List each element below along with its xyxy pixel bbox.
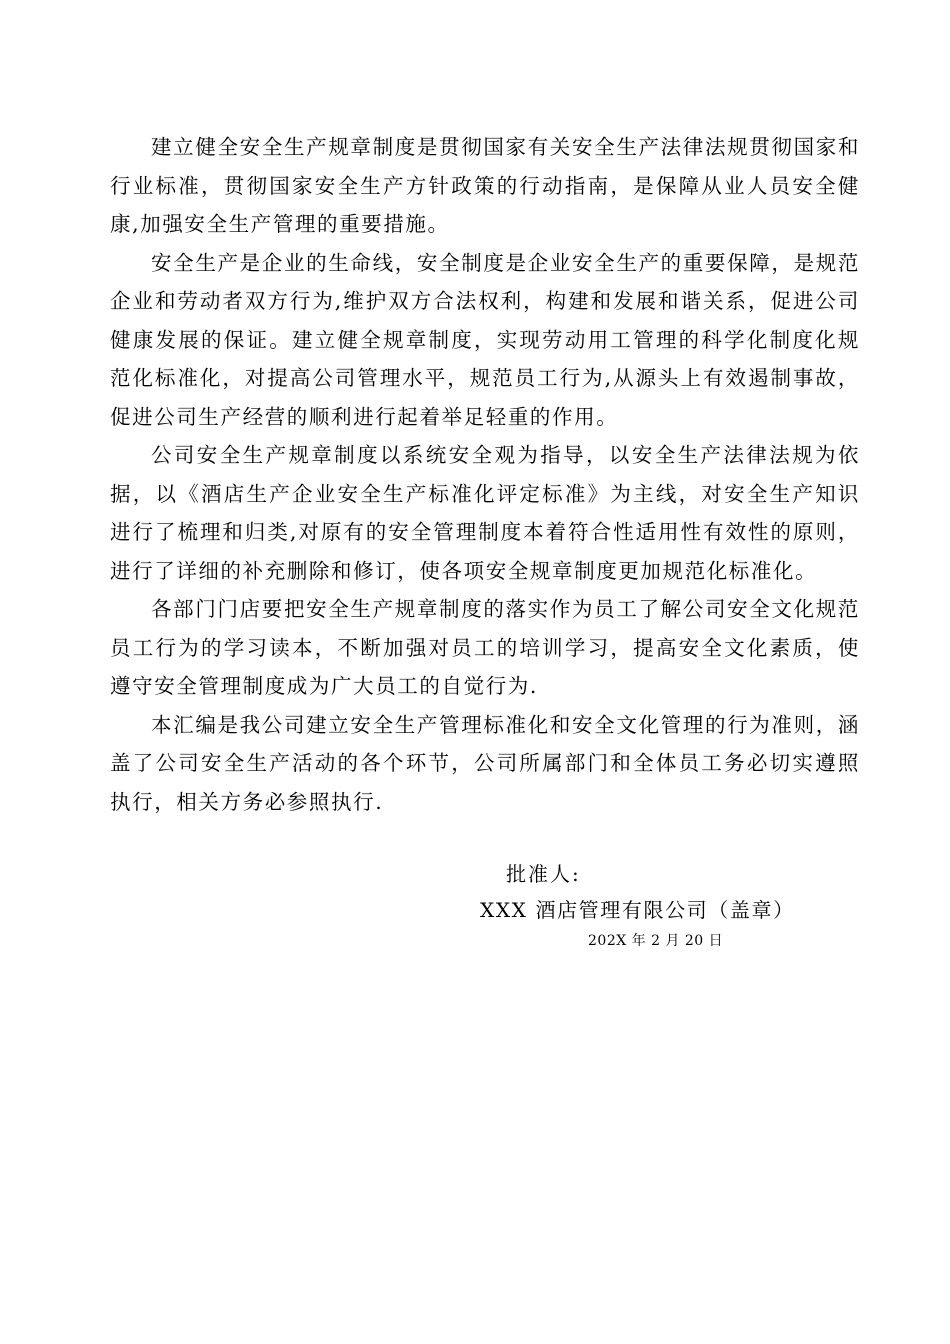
approver-label: 批准人:: [506, 862, 581, 886]
document-body: [110, 128, 860, 821]
paragraph-1: 建立健全安全生产规章制度是贯彻国家有关安全生产法律法规贯彻国家和行业标准，贯彻国家安全生产方针政策的行动指南，是保障从业人员安全健康,加强安全生产管理的重要措施。: [110, 135, 860, 236]
paragraph-2: 安全生产是企业的生命线，安全制度是企业安全生产的重要保障，是规范企业和劳动者双方行为,维护双方合法权利，构建和发展和谐关系，促进公司健康发展的保证。建立健全规章制度，实现劳动用工管理的科学化制度化规范化标准化，对提高公司管理水平，规范员工行为,从源头上有效遏制事故，促进公司生产经营的顺利进行起着举足轻重的作用。: [110, 250, 860, 429]
sign-date: 202X 年 2 月 20 日: [588, 933, 724, 949]
paragraph-3: 公司安全生产规章制度以系统安全观为指导，以安全生产法律法规为依据，以《酒店生产企业安全生产标准化评定标准》为主线，对安全生产知识进行了梳理和归类,对原有的安全管理制度本着符合性适用性有效性的原则，进行了详细的补充删除和修订，使各项安全规章制度更加规范化标准化。: [110, 443, 860, 583]
paragraph-5: 本汇编是我公司建立安全生产管理标准化和安全文化管理的行为准则，涵盖了公司安全生产活动的各个环节，公司所属部门和全体员工务必切实遵照执行，相关方务必参照执行.: [110, 712, 860, 814]
paragraph-4: 各部门门店要把安全生产规章制度的落实作为员工了解公司安全文化规范员工行为的学习读本，不断加强对员工的培训学习，提高安全文化素质，使遵守安全管理制度成为广大员工的自觉行为.: [110, 597, 860, 698]
company-name: XXX 酒店管理有限公司（盖章）: [480, 898, 795, 922]
